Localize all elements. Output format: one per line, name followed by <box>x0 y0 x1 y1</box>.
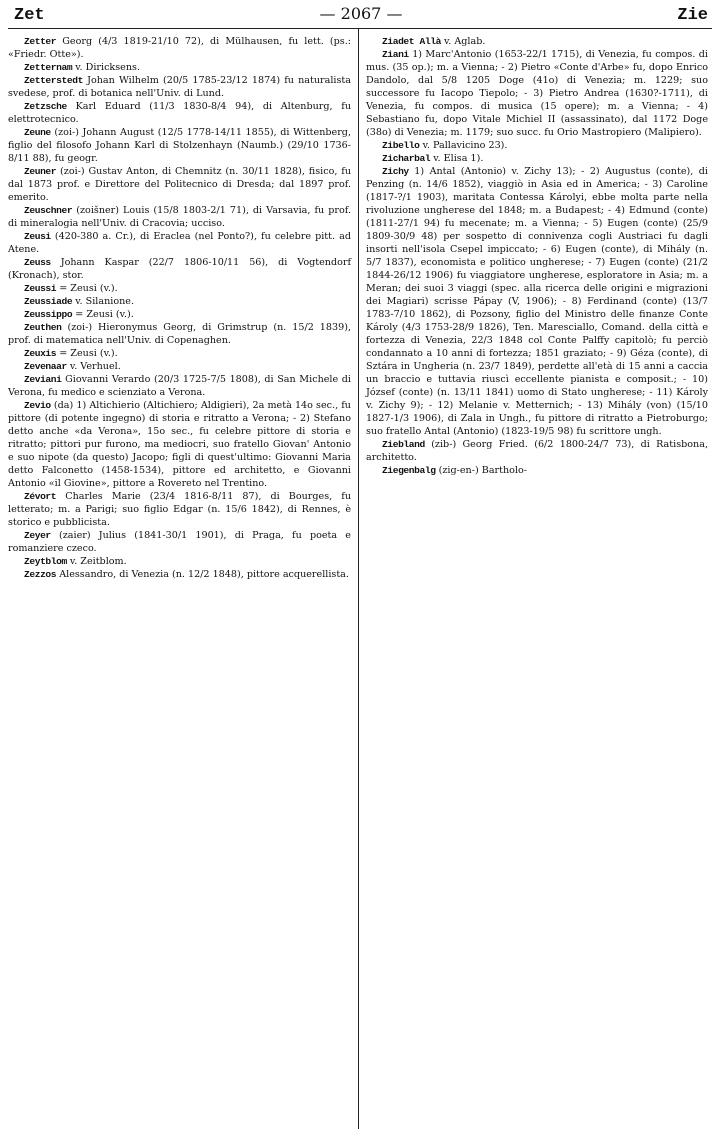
dictionary-entry <box>8 568 351 581</box>
dictionary-entry <box>8 126 351 165</box>
entry-text: (zaier) Julius (1841-30/1 1901), di Praga, fu poeta e romanziere czeco. <box>8 530 351 554</box>
entry-headword: Zévort <box>24 491 57 502</box>
two-column-body <box>8 29 712 1129</box>
dictionary-entry <box>8 360 351 373</box>
entry-headword: Zezzos <box>24 569 57 580</box>
entry-text: = Zeusi (v.). <box>72 309 134 320</box>
entry-text: (zoi-) Johann August (12/5 1778-14/11 1855), di Wittenberg, figlio del filosofo Johann Karl di Stolzenhayn (Naumb.) (29/10 1736-8/11 88), fu geogr. <box>8 127 351 164</box>
dictionary-entry <box>8 308 351 321</box>
dictionary-entry <box>8 373 351 399</box>
dictionary-entry <box>8 282 351 295</box>
dictionary-entry <box>366 438 708 464</box>
dictionary-entry <box>8 204 351 230</box>
entry-headword: Zeuss <box>24 257 51 268</box>
entry-text: (zoi-) Hieronymus Georg, di Grimstrup (n. 15/2 1839), prof. di matematica nell'Univ. di Copenaghen. <box>8 322 351 346</box>
dictionary-entry <box>8 347 351 360</box>
dictionary-entry <box>366 165 708 438</box>
dictionary-entry <box>8 321 351 347</box>
entry-headword: Ziani <box>382 49 409 60</box>
running-header <box>8 4 712 29</box>
entry-text: Georg (4/3 1819-21/10 72), di Mülhausen, fu lett. (ps.: «Friedr. Otte»). <box>8 36 351 60</box>
entry-headword: Zeyer <box>24 530 51 541</box>
entry-text: v. Diricksens. <box>72 62 141 73</box>
left-column <box>8 29 358 1129</box>
dictionary-entry <box>8 35 351 61</box>
entry-headword: Zeuschner <box>24 205 73 216</box>
dictionary-entry <box>8 555 351 568</box>
entry-headword: Zetterstedt <box>24 75 83 86</box>
entry-headword: Zetternam <box>24 62 73 73</box>
entry-headword: Zetzsche <box>24 101 67 112</box>
dictionary-entry <box>8 529 351 555</box>
entry-headword: Zeussippo <box>24 309 73 320</box>
entry-headword: Zevenaar <box>24 361 67 372</box>
entry-text: v. Elisa 1). <box>430 153 484 164</box>
entry-headword: Zicharbal <box>382 153 431 164</box>
entry-headword: Zeuxis <box>24 348 57 359</box>
entry-text: Johan Wilhelm (20/5 1785-23/12 1874) fu naturalista svedese, prof. di botanica nell'Univ. di Lund. <box>8 75 351 99</box>
entry-text: = Zeusi (v.). <box>56 283 118 294</box>
entry-text: (zoi-) Gustav Anton, di Chemnitz (n. 30/11 1828), fisico, fu dal 1873 prof. e Direttore del Politecnico di Dresda; dal 1897 prof. emerito. <box>8 166 351 203</box>
entry-text: (zoišner) Louis (15/8 1803-2/1 71), di Varsavia, fu prof. di mineralogia nell'Univ. di Cracovia; ucciso. <box>8 205 351 229</box>
entry-text: (zib-) Georg Fried. (6/2 1800-24/7 73), di Ratisbona, architetto. <box>366 439 708 463</box>
entry-text: v. Silanione. <box>72 296 135 307</box>
entry-headword: Zevio <box>24 400 51 411</box>
entry-headword: Zichy <box>382 166 409 177</box>
right-column <box>358 29 708 1129</box>
entry-headword: Ziebland <box>382 439 425 450</box>
dictionary-entry <box>366 464 708 477</box>
dictionary-entry <box>366 152 708 165</box>
entry-headword: Zeuthen <box>24 322 62 333</box>
dictionary-entry <box>8 230 351 256</box>
entry-text: Alessandro, di Venezia (n. 12/2 1848), pittore acquerellista. <box>56 569 349 580</box>
entry-headword: Zetter <box>24 36 57 47</box>
dictionary-entry <box>8 100 351 126</box>
dictionary-entry <box>8 165 351 204</box>
entry-text: 1) Antal (Antonio) v. Zichy 13); - 2) Augustus (conte), di Penzing (n. 14/6 1852), viaggiò in Asia ed in America; - 3) Caroline (1817-?/1 1903), maritata Contessa Károlyi, ebbe molta parte nella rivoluzione ungherese del 1848; m. a Budapest; - 4) Edmund (conte) (1811-27/1 94) fu mecenate; m. a Vienna; - 5) Eugen (conte) (25/9 1809-30/9 48) per sospetto di connivenza cogli Austriaci fu dagli insorti nell'isola Csepel impiccato; - 6) Eugen (conte), di Mihály (n. 5/7 1837), economista e politico ungherese; - 7) Eugen (conte) (21/2 1844-26/12 1906) fu viaggiatore ungherese, esploratore in Asia; m. a Meran; dei suoi 3 viaggi (spec. alla ricerca delle origini e migrazioni dei Magiari) scrisse Pápay (V, 1906); - 8) Ferdinand (conte) (13/7 1783-7/10 1862), di Pozsony, figlio del Ministro delle finanze Conte Károly (4/3 1753-28/9 1826), Ten. Maresciallo, Comand. della città e fortezza di Venezia, 22/3 1848 col Conte Palffy capitolò; fu perciò condannato a 10 anni di fortezza; 1851 graziato; - 9) Géza (conte), di Sztára in Ungheria (n. 23/7 1849), perdette all'età di 15 anni a caccia un braccio e tuttavia riuscì eccellente pianista e composit.; - 10) József (conte) (n. 13/11 1841) uomo di Stato ungherese; - 11) Károly v. Zichy 9); - 12) Melanie v. Metternich; - 13) Mihály (von) (15/10 1827-1/3 1906), di Zala in Ungh., fu pittore di ritratto a Pietroburgo; suo fratello Antal (Antonio) (1823-19/5 98) fu scrittore ungh. <box>366 166 708 437</box>
dictionary-entry <box>8 295 351 308</box>
entry-text: (da) 1) Altichierio (Altichiero; Aldigieri), 2a metà 14o sec., fu pittore (di potente ingegno) di storia e ritratto a Verona; - 2) Stefano detto anche «da Verona», 15o sec., fu celebre pittore di storia e ritratto; pittori pur furono, ma mediocri, suo fratello Giovan' Antonio e suo nipote (da questo) Jacopo; figli di quest'ultimo: Giovanni Maria detto Falconetto (1458-1534), pittore ed architetto, e Giovanni Antonio «il Giovine», pittore a Rovereto nel Trentino. <box>8 400 351 489</box>
dictionary-entry <box>8 399 351 490</box>
entry-headword: Zibello <box>382 140 420 151</box>
dictionary-entry <box>366 139 708 152</box>
dictionary-entry <box>8 61 351 74</box>
entry-headword: Zeytblom <box>24 556 67 567</box>
entry-headword: Ziegenbalg <box>382 465 436 476</box>
entry-headword: Zeussiade <box>24 296 73 307</box>
entry-text: (420-380 a. Cr.), di Eraclea (nel Ponto?), fu celebre pitt. ad Atene. <box>8 231 351 255</box>
entry-headword: Zeusi <box>24 231 51 242</box>
dictionary-entry <box>8 74 351 100</box>
header-left-guide-word: Zet <box>14 6 45 25</box>
entry-text: v. Pallavicino 23). <box>419 140 508 151</box>
header-right-guide-word: Zie <box>677 6 708 25</box>
entry-text: Johann Kaspar (22/7 1806-10/11 56), di Vogtendorf (Kronach), stor. <box>8 257 351 281</box>
dictionary-entry <box>8 256 351 282</box>
dictionary-entry <box>366 35 708 48</box>
entry-text: v. Zeitblom. <box>66 556 127 567</box>
entry-headword: Zeviani <box>24 374 62 385</box>
entry-headword: Zeune <box>24 127 51 138</box>
dictionary-entry <box>8 490 351 529</box>
entry-headword: Ziadet Allà <box>382 36 441 47</box>
entry-text: v. Verhuel. <box>66 361 121 372</box>
page-number: — 2067 — <box>319 4 403 23</box>
entry-text: Charles Marie (23/4 1816-8/11 87), di Bourges, fu letterato; m. a Parigi; suo figlio Edgar (n. 15/6 1842), di Rennes, è storico e pubblicista. <box>8 491 351 528</box>
entry-text: Karl Eduard (11/3 1830-8/4 94), di Altenburg, fu elettrotecnico. <box>8 101 351 125</box>
dictionary-entry <box>366 48 708 139</box>
column-divider <box>358 29 359 1129</box>
entry-headword: Zeussi <box>24 283 57 294</box>
entry-headword: Zeuner <box>24 166 57 177</box>
entry-text: = Zeusi (v.). <box>56 348 118 359</box>
entry-text: (zig-en-) Bartholo- <box>435 465 528 476</box>
entry-text: v. Aglab. <box>440 36 486 47</box>
entry-text: 1) Marc'Antonio (1653-22/1 1715), di Venezia, fu compos. di mus. (35 op.); m. a Vienna; - 2) Pietro «Conte d'Arbe» fu, dopo Enrico Dandolo, dal 5/8 1205 Doge (41o) di Venezia; m. 1229; suo successore fu Iacopo Tiepolo; - 3) Pietro Andrea (1630?-1711), di Venezia, fu compos. di musica (15 opere); m. a Vienna; - 4) Sebastiano fu, dopo Vitale Michiel II (assassinato), dal 1172 Doge (38o) di Venezia; m. 1179; suo succ. fu Orio Mastropiero (Malipiero). <box>366 49 708 138</box>
entry-text: Giovanni Verardo (20/3 1725-7/5 1808), di San Michele di Verona, fu medico e scienziato a Verona. <box>8 374 351 398</box>
